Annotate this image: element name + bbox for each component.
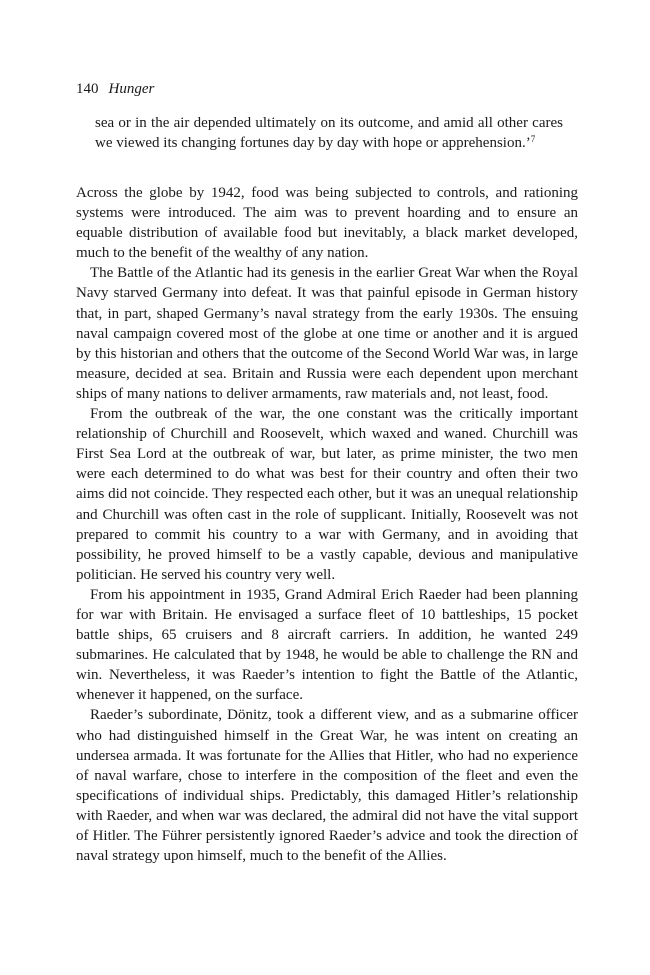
page-number: 140 [76, 81, 99, 97]
quote-text [95, 113, 563, 153]
paragraph-donitz: Raeder’s subordinate, Dönitz, took a different view, and as a submarine officer who had distinguished himself in the Great War, he was intent on creating an undersea armada. It was fortunate for the Allies that Hitler, who had no experience of naval warfare, chose to interfere in the composition of the fleet and even the specifications of individual ships. Predictably, this damaged Hitler’s relationship with Raeder, and when war was declared, the admiral did not have the vital support of Hitler. The Führer persistently ignored Raeder’s advice and took the direction of naval strategy upon himself, much to the benefit of the Allies. [76, 707, 578, 865]
footnote-reference: 7 [530, 134, 536, 145]
running-header [76, 80, 154, 98]
quote-body: sea or in the air depended ultimately on its outcome, and amid all other cares we viewed its changing fortunes day by day with hope or apprehension.’ [95, 115, 563, 152]
paragraph-raeder: From his appointment in 1935, Grand Admiral Erich Raeder had been planning for war with Britain. He envisaged a surface fleet of 10 battleships, 15 pocket battle ships, 65 cruisers and 8 aircraft carriers. In addition, he wanted 249 submarines. He calculated that by 1948, he would be able to challenge the RN and win. Nevertheless, it was Raeder’s intention to fight the Battle of the Atlantic, whenever it happened, on the surface. [76, 586, 578, 704]
paragraph-rationing: Across the globe by 1942, food was being subjected to controls, and rationing systems were introduced. The aim was to prevent hoarding and to ensure an equable distribution of available food but inevitably, a black market developed, much to the benefit of the wealthy of any nation. [76, 185, 578, 262]
paragraph-battle-of-atlantic: The Battle of the Atlantic had its genesis in the earlier Great War when the Royal Navy starved Germany into defeat. It was that painful episode in German history that, in part, shaped Germany’s naval strategy from the early 1930s. The ensuing naval campaign covered most of the globe at one time or another and it is argued by this historian and others that the outcome of the Second World War was, in large measure, decided at sea. Britain and Russia were each dependent upon merchant ships of many nations to deliver armaments, raw materials and, not least, food. [76, 265, 578, 402]
block-quote [95, 113, 563, 153]
paragraph-churchill-roosevelt: From the outbreak of the war, the one constant was the critically important relationship of Churchill and Roosevelt, which waxed and waned. Churchill was First Sea Lord at the outbreak of war, but later, as prime minister, the two men were each determined to do what was best for their country and often their two aims did not coincide. They respected each other, but it was an unequal relationship and Churchill was often cast in the role of supplicant. Initially, Roosevelt was not prepared to commit his country to a war with Germany, and in avoiding that possibility, he proved himself to be a vastly capable, devious and manipulative politician. He served his country very well. [76, 406, 578, 583]
body-text [76, 183, 578, 866]
running-title: Hunger [108, 81, 155, 97]
